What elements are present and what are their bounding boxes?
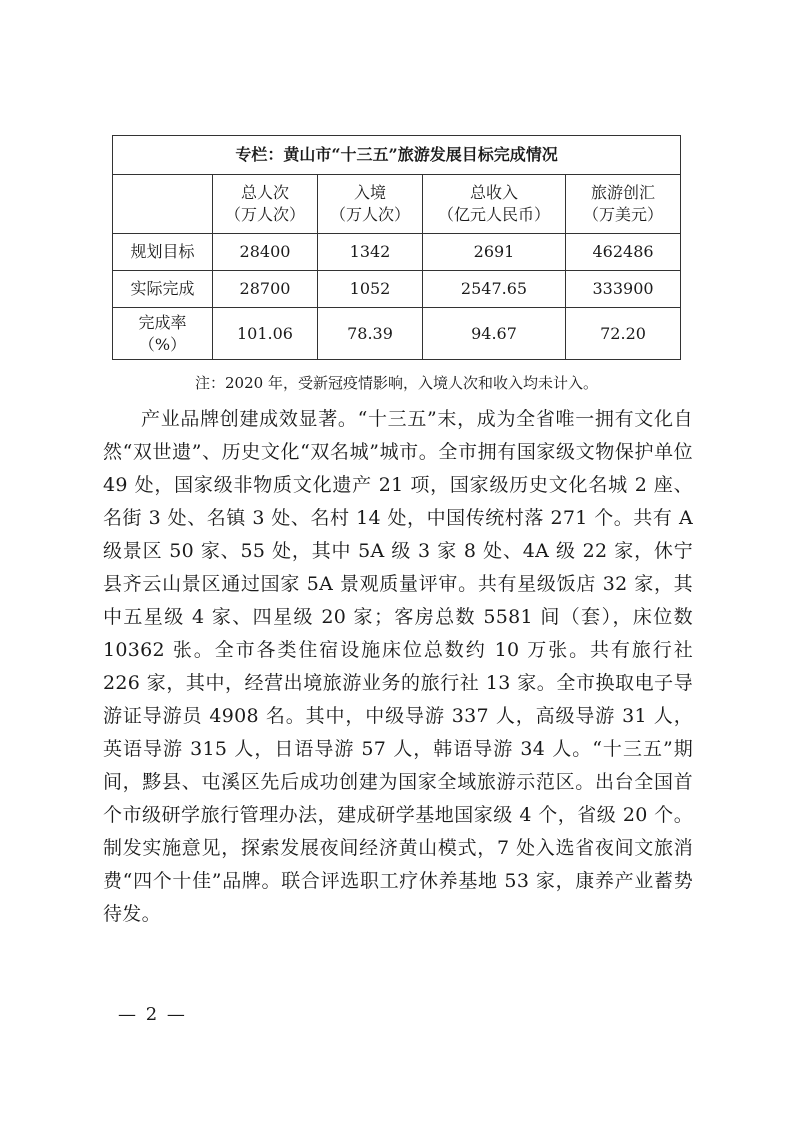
table-cell: 72.20 [566, 308, 681, 360]
row-label: 实际完成 [113, 271, 213, 308]
row-label: 完成率 （%） [113, 308, 213, 360]
table-header-row [113, 175, 681, 234]
table-cell: 2691 [423, 234, 566, 271]
header-total-visits: 总人次 （万人次） [213, 175, 318, 234]
header-forex-earnings: 旅游创汇 （万美元） [566, 175, 681, 234]
table-cell: 462486 [566, 234, 681, 271]
table-cell: 28400 [213, 234, 318, 271]
table-row [113, 234, 681, 271]
body-paragraph: 产业品牌创建成效显著。“十三五”末，成为全省唯一拥有文化自然“双世遗”、历史文化“双名城”城市。全市拥有国家级文物保护单位 49 处，国家级非物质文化遗产 21 项，国家级历史文化名城 2 座、名街 3 处、名镇 3 处、名村 14 处，中国传统村落 271 个。共有 A 级景区 50 家、55 处，其中 5A 级 3 家 8 处、4A 级 22 家，休宁县齐云山景区通过国家 5A 景观质量评审。共有星级饭店 32 家，其中五星级 4 家、四星级 20 家；客房总数 5581 间（套），床位数 10362 张。全市各类住宿设施床位总数约 10 万张。共有旅行社 226 家，其中，经营出境旅游业务的旅行社 13 家。全市换取电子导游证导游员 4908 名。其中，中级导游 337 人，高级导游 31 人，英语导游 315 人，日语导游 57 人，韩语导游 34 人。“十三五”期间，黟县、屯溪区先后成功创建为国家全域旅游示范区。出台全国首个市级研学旅行管理办法，建成研学基地国家级 4 个，省级 20 个。制发实施意见，探索发展夜间经济黄山模式，7 处入选省夜间文旅消费“四个十佳”品牌。联合评选职工疗休养基地 53 家，康养产业蓄势待发。 [103, 408, 693, 925]
row-label: 规划目标 [113, 234, 213, 271]
table-cell: 333900 [566, 271, 681, 308]
table-cell: 101.06 [213, 308, 318, 360]
table-cell: 1052 [318, 271, 423, 308]
header-inbound: 入境 （万人次） [318, 175, 423, 234]
table-cell: 78.39 [318, 308, 423, 360]
header-empty-cell [113, 175, 213, 234]
table-cell: 28700 [213, 271, 318, 308]
table-cell: 1342 [318, 234, 423, 271]
table-title: 专栏：黄山市“十三五”旅游发展目标完成情况 [113, 136, 681, 175]
page-number: — 2 — [118, 1004, 187, 1025]
table-row [113, 271, 681, 308]
table-cell: 2547.65 [423, 271, 566, 308]
table-row [113, 308, 681, 360]
table-cell: 94.67 [423, 308, 566, 360]
header-total-revenue: 总收入 （亿元人民币） [423, 175, 566, 234]
table-note: 注：2020 年，受新冠疫情影响，入境人次和收入均未计入。 [195, 374, 598, 392]
tourism-target-table [112, 135, 681, 360]
